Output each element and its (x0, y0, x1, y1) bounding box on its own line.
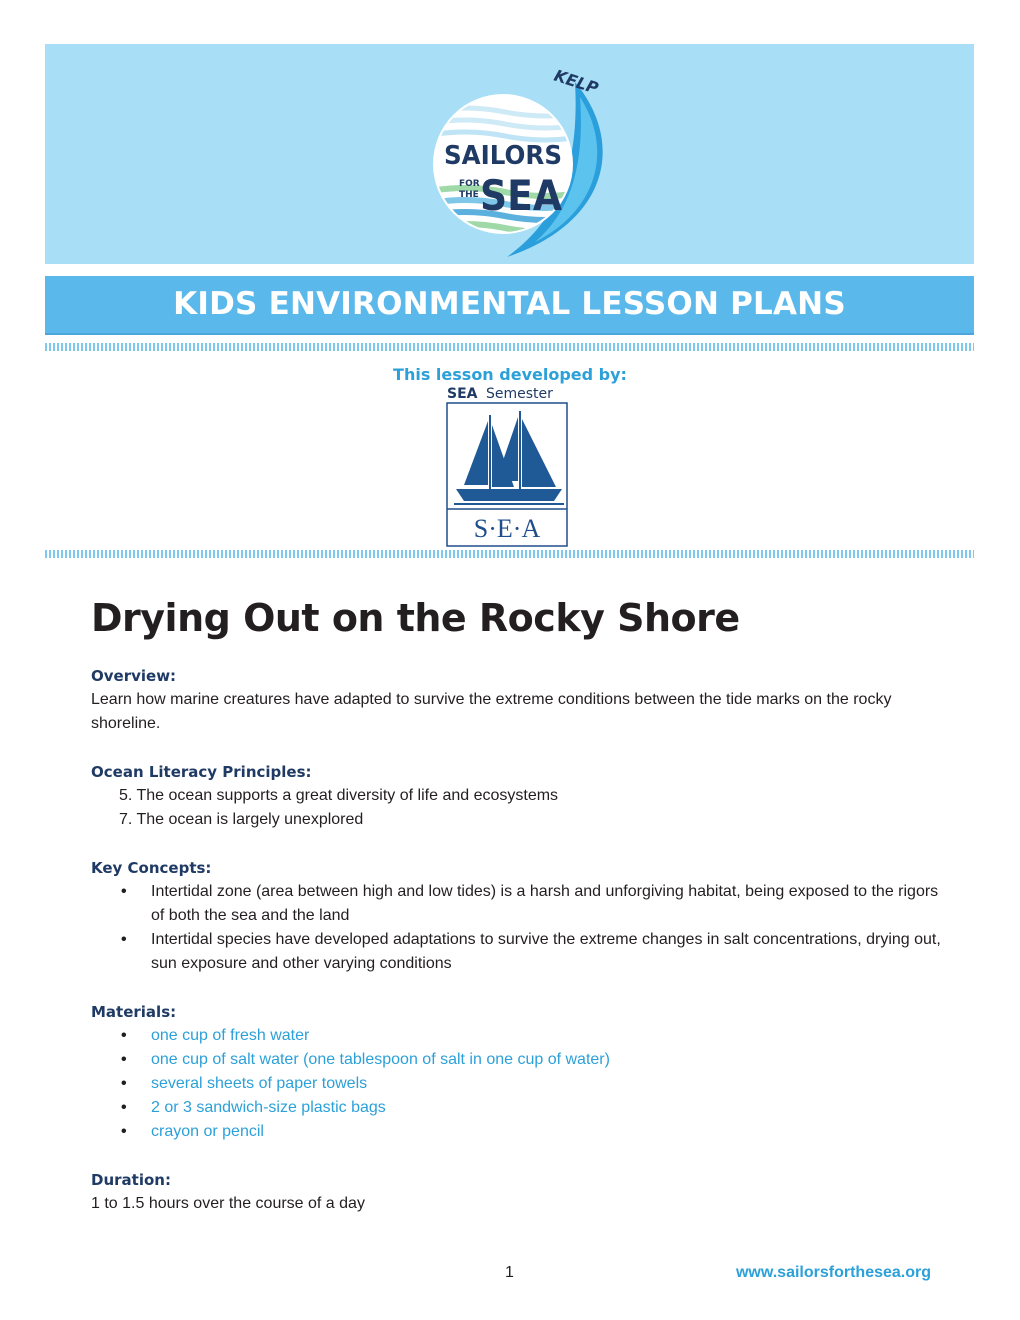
bullet-icon: • (121, 1099, 127, 1116)
principles-list (91, 784, 941, 832)
lesson-title: Drying Out on the Rocky Shore (91, 596, 740, 640)
logo-the-text: THE (459, 190, 479, 200)
duration-text: 1 to 1.5 hours over the course of a day (91, 1195, 365, 1212)
key-concepts-heading: Key Concepts: (91, 859, 212, 877)
key-concept-item (91, 880, 941, 928)
material-item (91, 1120, 941, 1144)
principles-heading: Ocean Literacy Principles: (91, 763, 312, 781)
overview-heading: Overview: (91, 667, 177, 685)
duration-heading: Duration: (91, 1171, 171, 1189)
bullet-icon: • (121, 883, 127, 900)
material-text: crayon or pencil (151, 1123, 264, 1140)
dashed-divider-top (45, 343, 974, 351)
sea-semester-logo (444, 385, 574, 548)
lesson-plans-banner (45, 276, 974, 335)
bullet-icon: • (121, 1051, 127, 1068)
material-text: one cup of fresh water (151, 1027, 310, 1044)
material-item (91, 1072, 941, 1096)
material-item (91, 1048, 941, 1072)
key-concept-text: Intertidal zone (area between high and low tides) is a harsh and unforgiving habitat, being exposed to the rigors of both the sea and the land (151, 883, 939, 924)
materials-section (91, 1000, 941, 1144)
principles-section (91, 760, 941, 832)
materials-heading: Materials: (91, 1003, 177, 1021)
material-item (91, 1096, 941, 1120)
overview-text: Learn how marine creatures have adapted to survive the extreme conditions between the tide marks on the rocky shoreline. (91, 691, 892, 732)
header-hero (45, 44, 974, 264)
logo-kelp-text: KELP (551, 65, 601, 98)
material-text: 2 or 3 sandwich-size plastic bags (151, 1099, 386, 1116)
bullet-icon: • (121, 1027, 127, 1044)
sea-semester-word: Semester (486, 386, 553, 402)
bullet-icon: • (121, 1075, 127, 1092)
logo-for-text: FOR (459, 179, 480, 189)
dashed-divider-bottom (45, 550, 974, 558)
key-concept-text: Intertidal species have developed adaptations to survive the extreme changes in salt concentrations, drying out, sun exposure and other varying conditions (151, 931, 941, 972)
bullet-icon: • (121, 931, 127, 948)
website-link[interactable]: www.sailorsforthesea.org (735, 1264, 931, 1281)
lesson-content (91, 664, 941, 1240)
key-concept-item (91, 928, 941, 976)
logo-sailors-text: SAILORS (444, 141, 562, 171)
banner-title: KIDS ENVIRONMENTAL LESSON PLANS (173, 286, 846, 322)
bullet-icon: • (121, 1123, 127, 1140)
principle-item: 5. The ocean supports a great diversity of life and ecosystems (119, 787, 559, 804)
sailors-for-the-sea-logo (425, 52, 615, 262)
material-text: one cup of salt water (one tablespoon of salt in one cup of water) (151, 1051, 610, 1068)
material-item (91, 1024, 941, 1048)
materials-list (91, 1024, 941, 1144)
material-text: several sheets of paper towels (151, 1075, 368, 1092)
duration-section (91, 1168, 941, 1216)
logo-sea-text: SEA (480, 171, 563, 220)
sea-semester-brand: SEA (447, 386, 478, 402)
developed-by-label: This lesson developed by: (393, 365, 627, 384)
principle-item: 7. The ocean is largely unexplored (119, 811, 364, 828)
overview-section (91, 664, 941, 736)
sea-monogram: S·E·A (473, 514, 541, 543)
key-concepts-section (91, 856, 941, 976)
key-concepts-list (91, 880, 941, 976)
page-number: 1 (505, 1264, 514, 1281)
